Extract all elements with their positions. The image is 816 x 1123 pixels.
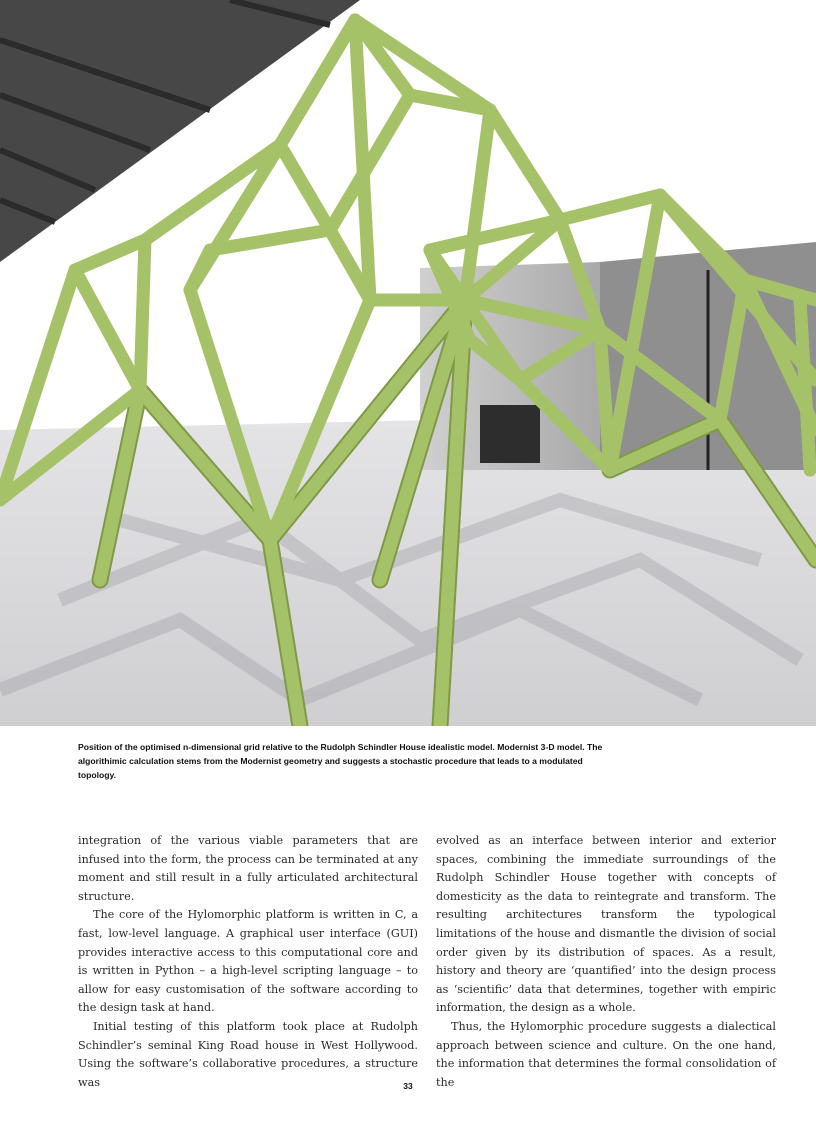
page-number: 33 bbox=[403, 1081, 413, 1091]
paragraph: Thus, the Hylomorphic procedure suggests a dialectical approach between science and culture. On the one hand, the information that determines the formal consolidation of the bbox=[436, 1019, 776, 1089]
body-column-right bbox=[436, 832, 776, 1092]
paragraph: integration of the various viable parameters that are infused into the form, the process can be terminated at any moment and still result in a fully articulated architectural structure. bbox=[78, 834, 418, 903]
doorway bbox=[480, 405, 540, 463]
paragraph: evolved as an interface between interior and exterior spaces, combining the immediate surroundings of the Rudolph Schindler House together with concepts of domesticity as the data to reintegrate and transform. The resulting architectures transform the typological limitations of the house and dismantle the division of social order given by its distribution of spaces. As a result, history and theory are ‘quantified’ into the design process as ‘scientific’ data that determines, together with empiric information, the design as a whole. bbox=[436, 834, 776, 1015]
figure-caption: Position of the optimised n-dimensional grid relative to the Rudolph Schindler House idealistic model. Modernist 3-D model. The algorithimic calculation stems from the Modernist geometry and suggests a stochastic procedure that leads to a modulated topology. bbox=[78, 742, 603, 780]
body-column-left bbox=[78, 832, 418, 1092]
paragraph: The core of the Hylomorphic platform is written in C, a fast, low-level language. A graphical user interface (GUI) provides interactive access to this computational core and is written in Python – a high-level scripting language – to allow for easy customisation of the software according to the design task at hand. bbox=[78, 908, 418, 1015]
paragraph: Initial testing of this platform took place at Rudolph Schindler’s seminal King Road house in West Hollywood. Using the software’s collaborative procedures, a structure was bbox=[78, 1019, 418, 1089]
